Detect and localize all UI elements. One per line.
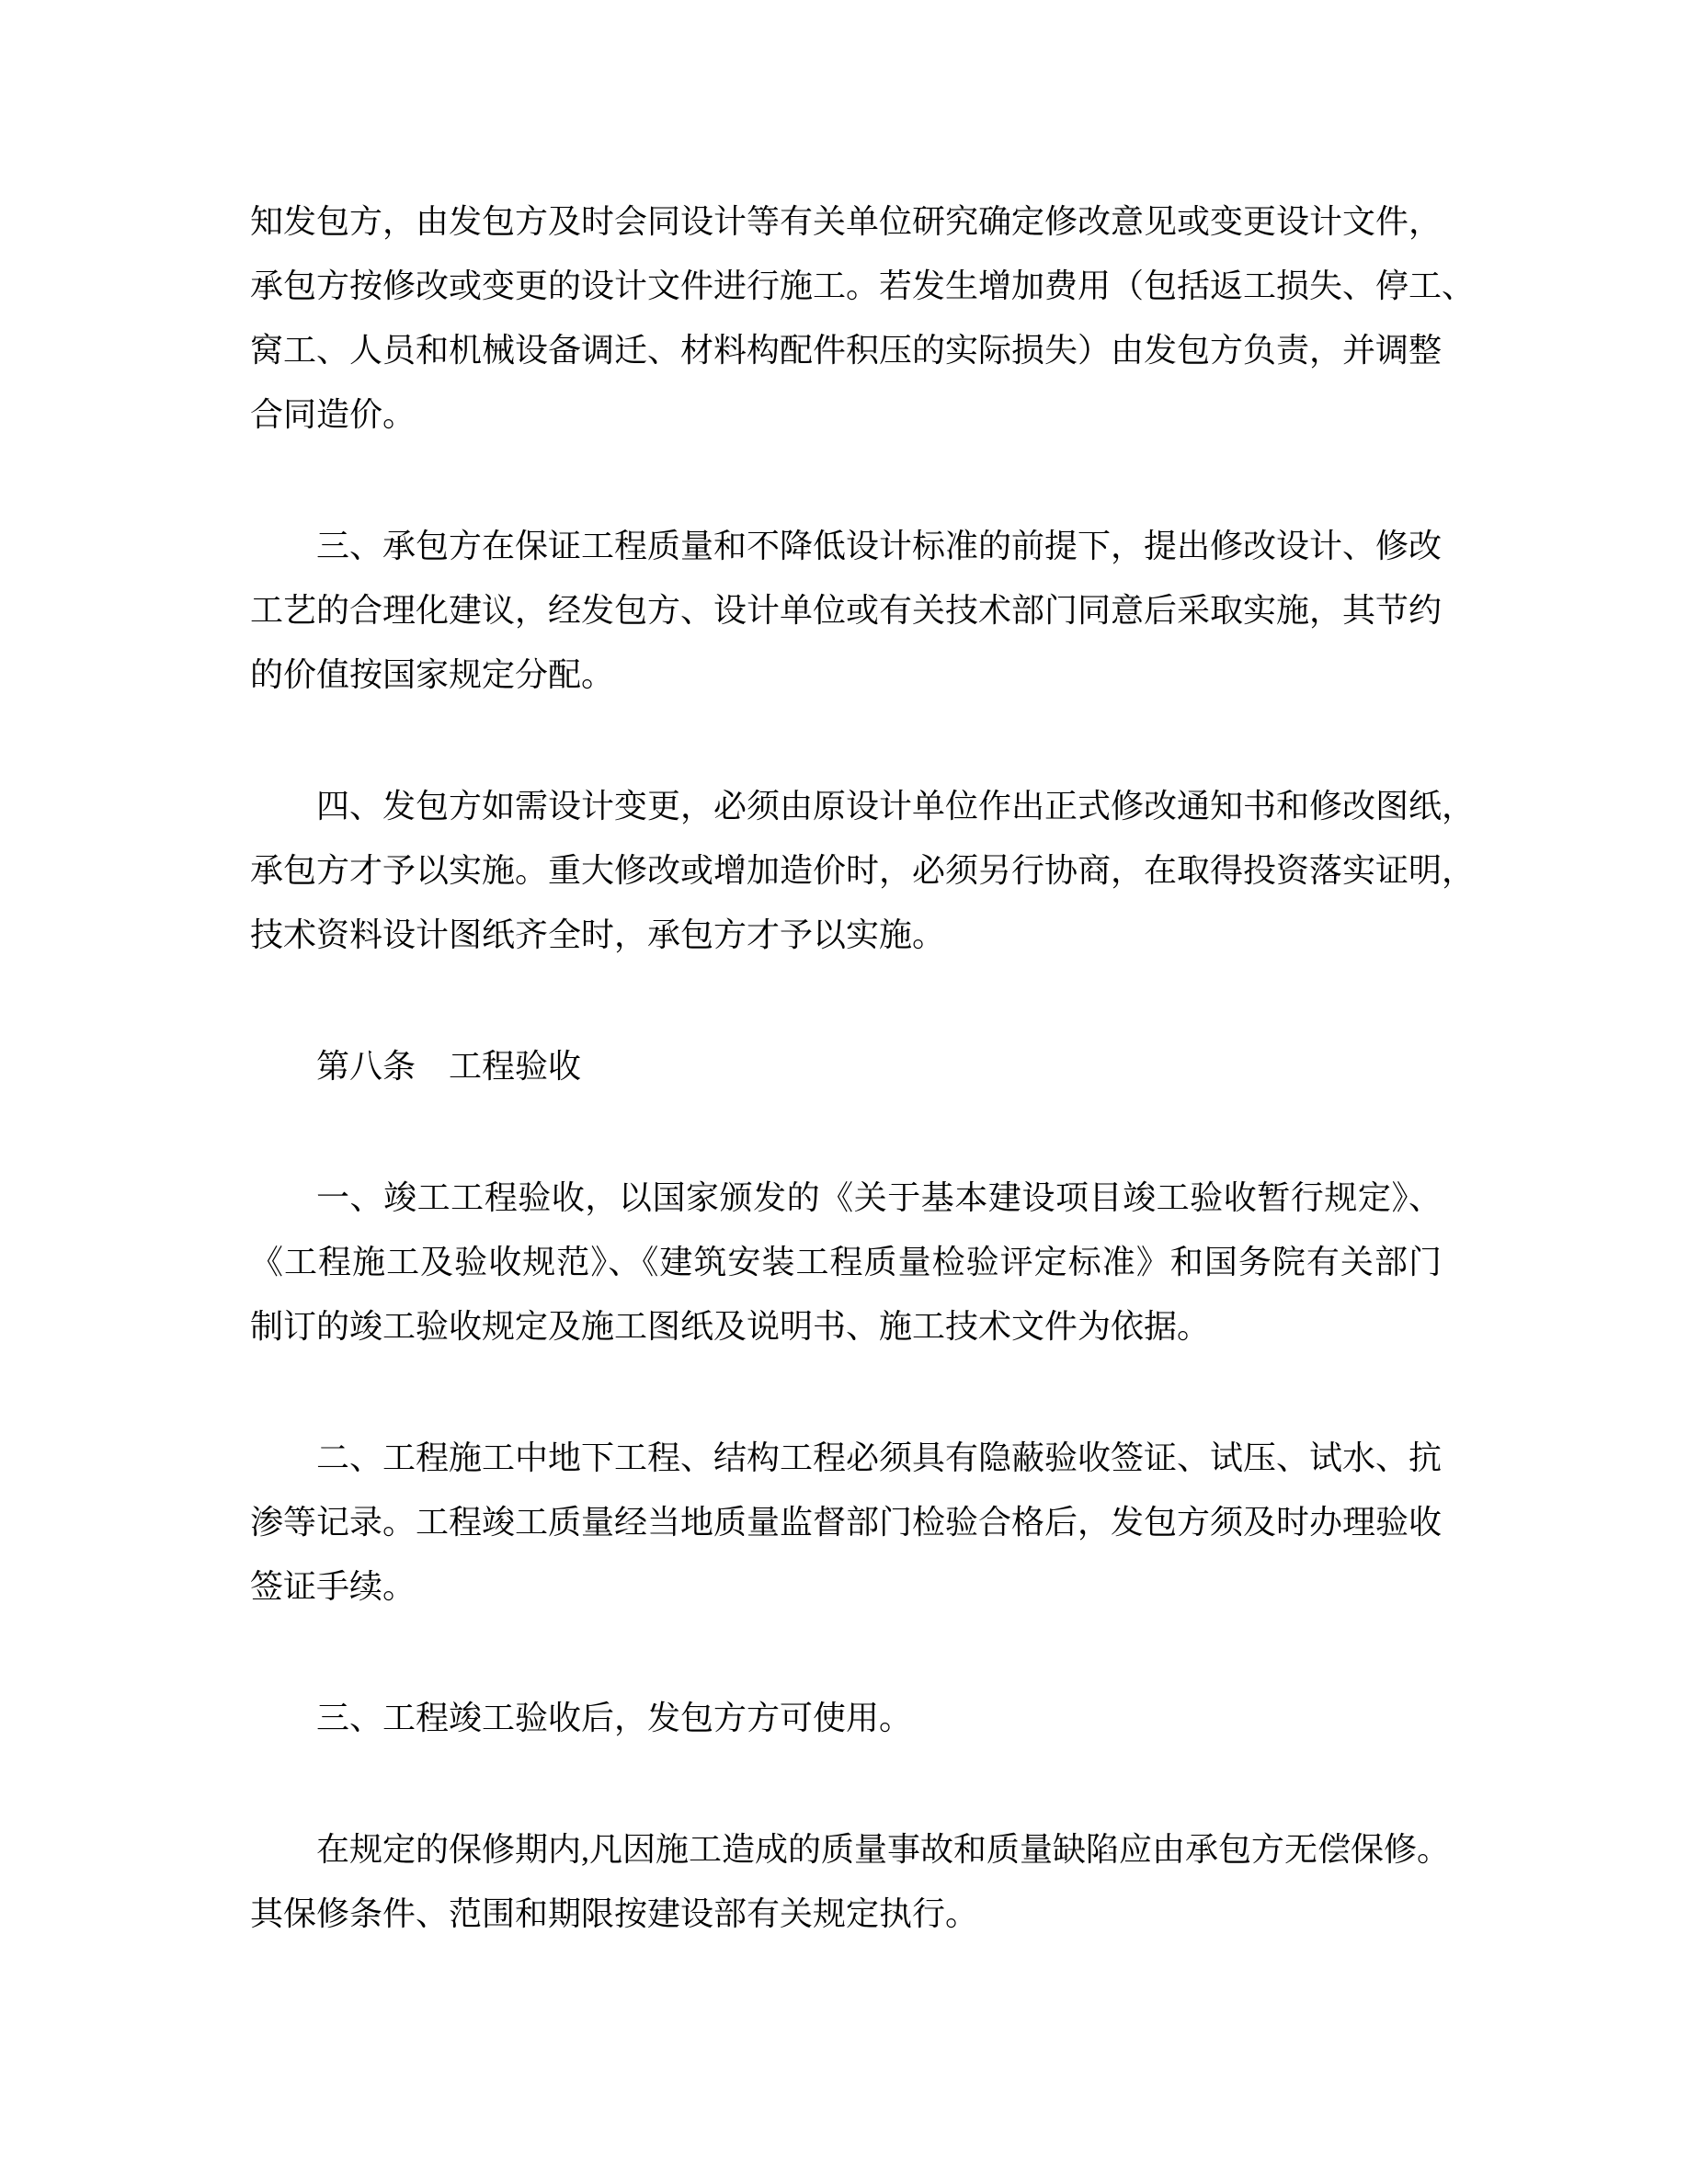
text-line: 在规定的保修期内,凡因施工造成的质量事故和质量缺陷应由承包方无偿保修。 <box>316 1831 1451 1868</box>
text-line: 《工程施工及验收规范》、《建筑安装工程质量检验评定标准》和国务院有关部门 <box>250 1244 1442 1280</box>
text-line: 窝工、人员和机械设备调迁、材料构配件积压的实际损失）由发包方负责，并调整 <box>250 332 1443 369</box>
paragraph <box>250 1817 1451 1946</box>
heading-text-line: 第八条 工程验收 <box>316 1048 582 1085</box>
text-line: 承包方才予以实施。重大修改或增加造价时，必须另行协商，在取得投资落实证明， <box>250 852 1476 889</box>
text-line: 其保修条件、范围和期限按建设部有关规定执行。 <box>250 1895 979 1932</box>
text-line: 二、工程施工中地下工程、结构工程必须具有隐蔽验收签证、试压、试水、抗 <box>316 1439 1443 1476</box>
document-content <box>250 189 1476 2013</box>
paragraph <box>250 1166 1442 1359</box>
text-line: 签证手续。 <box>250 1568 416 1605</box>
text-line: 的价值按国家规定分配。 <box>250 656 615 693</box>
text-line: 四、发包方如需设计变更，必须由原设计单位作出正式修改通知书和修改图纸， <box>316 788 1476 825</box>
text-line: 渗等记录。工程竣工质量经当地质量监督部门检验合格后，发包方须及时办理验收 <box>250 1504 1443 1541</box>
text-line: 技术资料设计图纸齐全时，承包方才予以实施。 <box>250 916 946 953</box>
paragraph <box>250 1426 1442 1619</box>
text-line: 三、工程竣工验收后，发包方方可使用。 <box>316 1700 913 1736</box>
paragraph <box>250 189 1476 447</box>
text-line: 承包方按修改或变更的设计文件进行施工。若发生增加费用（包括返工损失、停工、 <box>250 267 1476 304</box>
paragraph <box>250 1686 1442 1750</box>
text-line: 工艺的合理化建议，经发包方、设计单位或有关技术部门同意后采取实施，其节约 <box>250 592 1443 629</box>
section-heading <box>250 1034 1442 1098</box>
text-line: 制订的竣工验收规定及施工图纸及说明书、施工技术文件为依据。 <box>250 1308 1211 1345</box>
text-line: 一、竣工工程验收，以国家颁发的《关于基本建设项目竣工验收暂行规定》、 <box>316 1179 1442 1216</box>
text-line: 知发包方，由发包方及时会同设计等有关单位研究确定修改意见或变更设计文件， <box>250 203 1443 240</box>
paragraph <box>250 514 1442 707</box>
paragraph <box>250 774 1476 967</box>
text-line: 三、承包方在保证工程质量和不降低设计标准的前提下，提出修改设计、修改 <box>316 528 1443 564</box>
text-line: 合同造价。 <box>250 396 416 433</box>
